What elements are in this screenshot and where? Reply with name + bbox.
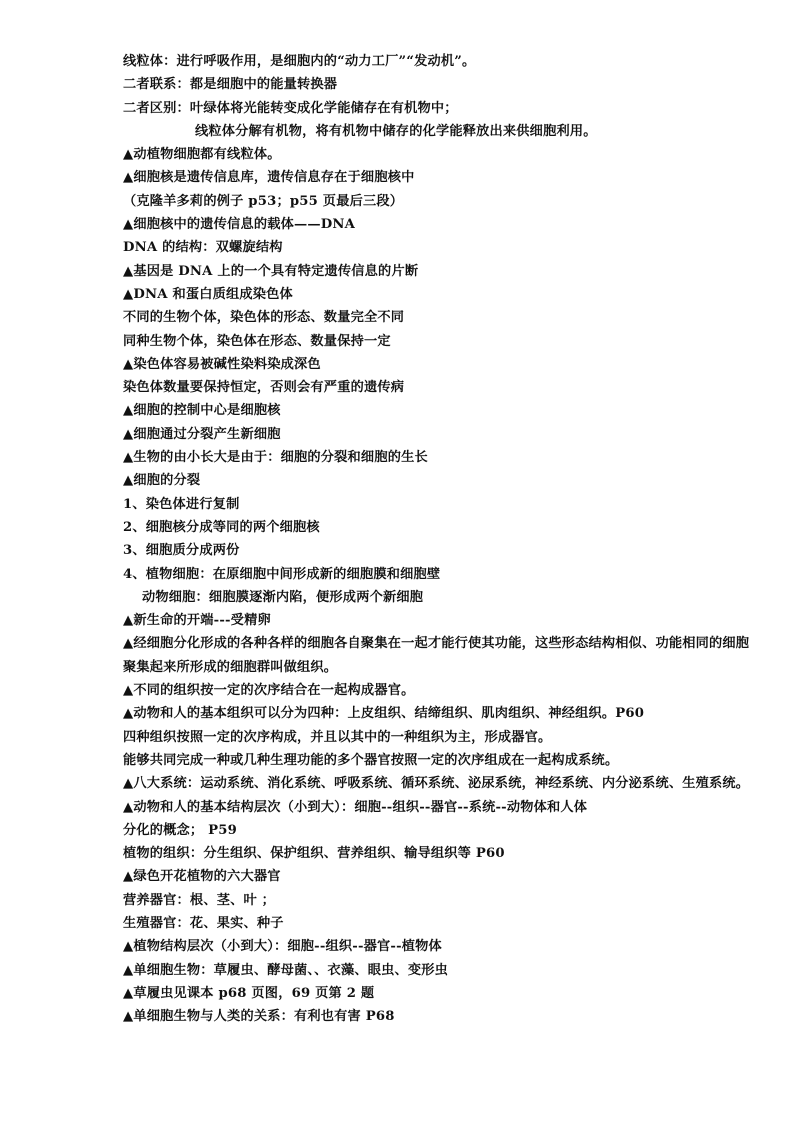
text-line: 染色体数量要保持恒定，否则会有严重的遗传病: [123, 380, 405, 396]
list-item: 2、细胞核分成等同的两个细胞核: [123, 519, 320, 535]
text-line: ▲生物的由小长大是由于：细胞的分裂和细胞的生长: [123, 450, 428, 466]
text-line-difference: 二者区别：叶绿体将光能转变成化学能储存在有机物中；: [123, 100, 458, 116]
text-paragraph-systems: ▲八大系统：运动系统、消化系统、呼吸系统、循环系统、泌尿系统，神经系统、内分泌系统、生殖系统。: [123, 776, 750, 792]
text-line: ▲DNA 和蛋白质组成染色体: [123, 286, 293, 302]
list-item: 4、植物细胞：在原细胞中间形成新的细胞膜和细胞壁: [123, 566, 441, 582]
text-paragraph-tissue: ▲经细胞分化形成的各种各样的细胞各自聚集在一起才能行使其功能，这些形态结构相似、功能相同的细胞聚集起来所形成的细胞群叫做组织。: [123, 636, 750, 675]
text-line: ▲细胞核中的遗传信息的载体——DNA: [123, 217, 356, 233]
text-line: （克隆羊多莉的例子 p53；p55 页最后三段）: [123, 193, 404, 209]
text-line: ▲单细胞生物与人类的关系：有利也有害 P68: [123, 1009, 395, 1025]
text-line: ▲单细胞生物：草履虫、酵母菌、、衣藻、眼虫、变形虫: [123, 962, 449, 978]
text-line: 同种生物个体，染色体在形态、数量保持一定: [123, 333, 391, 349]
text-line: ▲细胞核是遗传信息库，遗传信息存在于细胞核中: [123, 170, 415, 186]
list-item: 3、细胞质分成两份: [123, 543, 240, 559]
text-line: 四种组织按照一定的次序构成，并且以其中的一种组织为主，形成器官。: [123, 729, 552, 745]
text-line: 营养器官：根、茎、叶 ；: [123, 892, 276, 908]
text-line: ▲细胞的控制中心是细胞核: [123, 403, 281, 419]
text-line: ▲草履虫见课本 p68 页图，69 页第 2 题: [123, 985, 375, 1001]
text-line: ▲动物和人的基本结构层次（小到大）：细胞--组织--器官--系统--动物体和人体: [123, 799, 588, 815]
text-line: ▲动植物细胞都有线粒体。: [123, 147, 281, 163]
text-line: ▲新生命的开端---受精卵: [123, 613, 271, 629]
text-line: ▲植物结构层次（小到大）：细胞--组织--器官--植物体: [123, 939, 442, 955]
text-line-relation: 二者联系：都是细胞中的能量转换器: [123, 77, 338, 93]
document-page: [123, 50, 753, 1028]
text-line: 生殖器官：花、果实、种子: [123, 915, 284, 931]
list-item-cont: 动物细胞：细胞膜逐渐内陷，便形成两个新细胞: [142, 589, 424, 605]
text-line-difference-cont: 线粒体分解有机物，将有机物中储存的化学能释放出来供细胞利用。: [195, 123, 597, 139]
text-line: 分化的概念； P59: [123, 822, 237, 838]
text-line: ▲动物和人的基本组织可以分为四种：上皮组织、结缔组织、肌肉组织、神经组织。P60: [123, 706, 645, 722]
text-line: ▲细胞的分裂: [123, 473, 201, 489]
text-line: 不同的生物个体，染色体的形态、数量完全不同: [123, 310, 405, 326]
text-line: ▲基因是 DNA 上的一个具有特定遗传信息的片断: [123, 263, 419, 279]
text-line: 植物的组织：分生组织、保护组织、营养组织、输导组织等 P60: [123, 846, 505, 862]
text-line: ▲绿色开花植物的六大器官: [123, 869, 281, 885]
text-line: ▲细胞通过分裂产生新细胞: [123, 426, 281, 442]
text-line: DNA 的结构：双螺旋结构: [123, 240, 283, 256]
list-item: 1、染色体进行复制: [123, 496, 240, 512]
text-line: 能够共同完成一种或几种生理功能的多个器官按照一定的次序组成在一起构成系统。: [123, 752, 619, 768]
text-line-mitochondria: 线粒体：进行呼吸作用，是细胞内的“动力工厂”“发动机”。: [123, 54, 476, 69]
text-line: ▲不同的组织按一定的次序结合在一起构成器官。: [123, 683, 415, 699]
text-line: ▲染色体容易被碱性染料染成深色: [123, 356, 321, 372]
